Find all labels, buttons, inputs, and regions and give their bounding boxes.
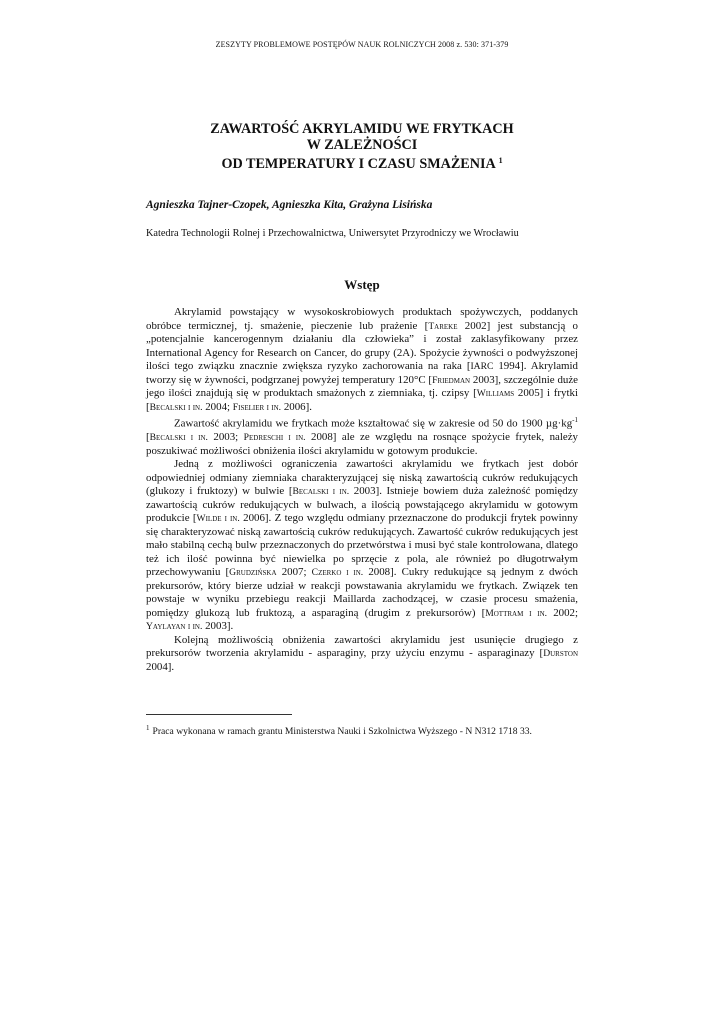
citation: Grudzińska	[229, 567, 277, 579]
body-text	[146, 306, 578, 674]
title-line-2: W ZALEŻNOŚCI	[306, 137, 418, 153]
citation: Fiselier i in.	[232, 401, 282, 413]
section-heading: Wstęp	[344, 277, 380, 292]
text-run: 2004;	[202, 400, 233, 413]
paragraph-2	[146, 414, 578, 458]
title-line-1: ZAWARTOŚĆ AKRYLAMIDU WE FRYTKACH	[210, 121, 514, 137]
footnote-mark: 1	[146, 724, 150, 732]
footnote-text: Praca wykonana w ramach grantu Ministerstwa Nauki i Szkolnictwa Wyższego - N N312 1718 33.	[152, 726, 532, 737]
citation: Tareke	[428, 320, 458, 332]
citation: Becalski i in.	[149, 401, 203, 413]
citation: Friedman	[432, 374, 471, 386]
citation: Pedreschi i in.	[243, 432, 306, 444]
text-run: 2002] jest substancją o „potencjalnie kancerogennym działaniu dla człowieka” i został zaklasyfikowany przez International Agency for Research on Cancer, do grupy (2A). Spożycie żywności o podwyższonej ilości tego związku znacznie zwiększa ryzyko zachorowania na raka [	[146, 319, 579, 372]
title-footnote-mark: 1	[498, 156, 503, 165]
text-run: Akrylamid powstający w wysokoskrobiowych produktach spożywczych, poddanych obróbce termicznej, tj. smażenie, pieczenie lub prażenie [	[146, 306, 578, 332]
text-run: 2004].	[146, 660, 175, 673]
text-run: Kolejną możliwością obniżenia zawartości akrylamidu jest usunięcie drugiego z prekursorów tworzenia akrylamidu - asparaginy, przy użyciu enzymu - asparaginazy [	[146, 633, 578, 660]
superscript: -1	[572, 416, 578, 424]
paragraph-4	[146, 634, 578, 675]
citation: Yaylayan i in.	[146, 621, 203, 633]
text-run: 2005] i frytki [	[146, 387, 578, 413]
text-run: 2006].	[281, 400, 312, 413]
citation: Mottram i in.	[485, 607, 548, 619]
paragraph-1	[146, 306, 578, 414]
footnote-divider	[146, 714, 292, 715]
text-run: 1994]. Akrylamid tworzy się w żywności, podgrzanej powyżej temperatury 120°C [	[146, 360, 578, 386]
running-head: ZESZYTY PROBLEMOWE POSTĘPÓW NAUK ROLNICZYCH 2008 z. 530: 371-379	[215, 40, 509, 49]
text-run: 2008]. Cukry redukujące są jednym z dwóch prekursorów, który bierze udział w reakcji powstawania akrylamidu we frytkach. Związek ten powstaje w wyniku przebiegu reakcji Maillarda zachodzącej, w czasie procesu smażenia, pomiędzy glukozą lub fruktozą, a asparaginą (drugim z prekursorów) [	[146, 566, 578, 619]
text-run: 2007;	[276, 566, 312, 579]
text-run: 2003]. Istnieje bowiem duża zależność pomiędzy zawartością cukrów redukujących w bulwach, a ilością powstającego akrylamidu w gotowym produkcie [	[146, 485, 578, 525]
footnote	[146, 721, 578, 739]
citation: Durston	[543, 648, 578, 660]
text-run: [	[146, 431, 150, 444]
title-line-3-text: OD TEMPERATURY I CZASU SMAŻENIA	[221, 156, 496, 172]
citation: Becalski i in.	[149, 432, 208, 444]
title-line-3	[146, 153, 578, 172]
citation: Wilde i in.	[196, 513, 240, 525]
affiliation: Katedra Technologii Rolnej i Przechowalnictwa, Uniwersytet Przyrodniczy we Wrocławiu	[146, 228, 519, 239]
article-title	[146, 121, 578, 172]
authors: Agnieszka Tajner-Czopek, Agnieszka Kita, Grażyna Lisińska	[146, 199, 433, 211]
text-run: 2002;	[547, 606, 579, 619]
text-run: 2003;	[207, 431, 244, 444]
citation: Czerko i in.	[311, 567, 364, 579]
text-run: 2006]. Z tego względu odmiany przeznaczone do produkcji frytek powinny się charakteryzować niską zawartością cukrów redukujących. Zawartość cukrów redukujących jest mało stabilną cechą bulw przeznaczonych do przetwórstwa i musi być stale kontrolowana, dlatego też ich ilość powinna być niewielka po sprzęcie z pola, ale również po długotrwałym przechowywaniu [	[146, 512, 578, 579]
citation: Becalski i in.	[292, 486, 350, 498]
citation: IARC	[470, 361, 494, 372]
text-run: Jedną z możliwości ograniczenia zawartości akrylamidu we frytkach jest dobór odpowiedniej odmiany ziemniaka charakteryzującej się niską zawartością cukrów redukujących (glukozy i fruktozy) w bulwie [	[146, 458, 578, 498]
text-run: 2003].	[202, 620, 234, 633]
citation: Williams	[476, 388, 515, 399]
paragraph-3	[146, 458, 578, 634]
text-run: 2008] ale ze względu na rosnące spożycie frytek, należy poszukiwać możliwości obniżenia ilości akrylamidu w gotowym produkcie.	[146, 431, 578, 457]
text-run: Zawartość akrylamidu we frytkach może kształtować się w zakresie od 50 do 1900 µg·kg	[174, 417, 573, 430]
text-run: 2003], szczególnie duże jego ilości znajdują się w produktach smażonych z ziemniaka, tj. czipsy [	[146, 373, 579, 399]
